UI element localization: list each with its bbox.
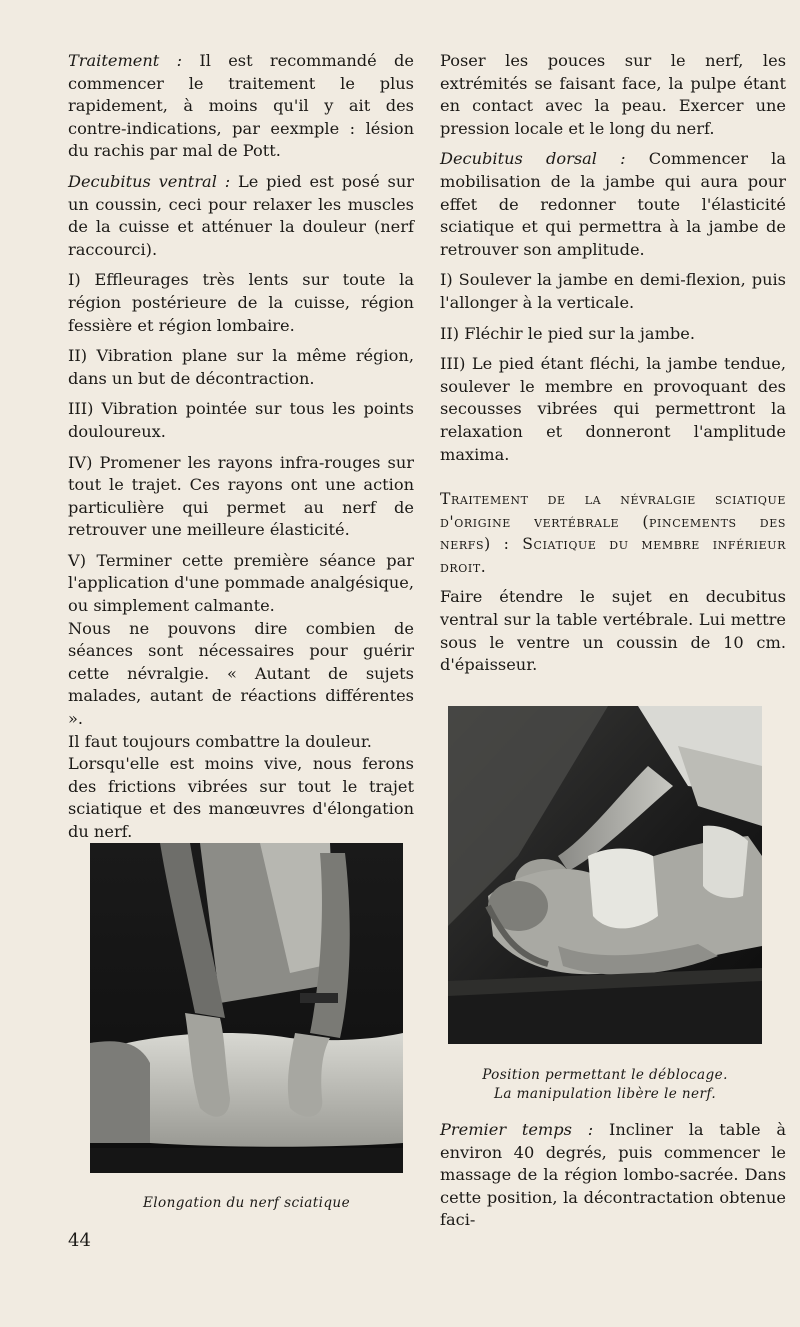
page-number: 44 (68, 1230, 91, 1251)
right-column-continued (440, 1119, 786, 1240)
pain-paragraph: Il faut toujours combattre la douleur. (68, 731, 372, 751)
right-column (440, 50, 786, 685)
step-1: I) Effleurages très lents sur toute la région postérieure de la cuisse, région fessière et région lombaire. (68, 270, 414, 335)
treatment-lead: Traitement : (68, 51, 183, 70)
first-step-paragraph (440, 1119, 786, 1232)
left-column (68, 50, 414, 844)
dorsal-step-2: II) Fléchir le pied sur la jambe. (440, 323, 696, 343)
ventral-text: Le pied est posé sur un coussin, ceci pour relaxer les muscles de la cuisse et atténuer la douleur (nerf raccourci). (68, 171, 414, 259)
right-caption-line-1: Position permettant le déblocage. (482, 1067, 728, 1083)
step-2: II) Vibration plane sur la même région, dans un but de décontraction. (68, 346, 414, 388)
first-step-lead: Premier temps : (440, 1120, 594, 1139)
table-paragraph: Faire étendre le sujet en decubitus ventral sur la table vertébrale. Lui mettre sous le ventre un coussin de 10 cm. d'épaisseur. (440, 587, 786, 675)
elongation-photo-image (90, 843, 403, 1173)
manipulation-photo (448, 706, 762, 1044)
step-5: V) Terminer cette première séance par l'application d'une pommade analgésique, ou simplement calmante. (68, 550, 414, 616)
right-figure-caption (448, 1066, 762, 1104)
section-heading: Traitement de la névralgie sciatique d'origine vertébrale (pincements des nerfs) : Sciatique du membre inférieur droit. (440, 490, 786, 576)
right-caption-line-2: La manipulation libère le nerf. (493, 1086, 717, 1102)
elongation-photo (90, 843, 403, 1173)
dorsal-step-3: III) Le pied étant fléchi, la jambe tendue, soulever le membre en provoquant des secousses vibrées qui permettront la relaxation et donneront l'amplitude maxima. (440, 354, 786, 464)
dorsal-step-1: I) Soulever la jambe en demi-flexion, puis l'allonger à la verticale. (440, 270, 786, 312)
dorsal-paragraph (440, 148, 786, 261)
thumbs-paragraph: Poser les pouces sur le nerf, les extrémités se faisant face, la pulpe étant en contact avec la peau. Exercer une pression locale et le long du nerf. (440, 51, 786, 138)
manipulation-photo-image (448, 706, 762, 1044)
dorsal-text: Commencer la mobilisation de la jambe qui aura pour effet de redonner toute l'élasticité sciatique et qui permettra à la jambe de retrouver son amplitude. (440, 149, 786, 259)
ventral-paragraph (68, 171, 414, 261)
frictions-paragraph: Lorsqu'elle est moins vive, nous ferons des frictions vibrées sur tout le trajet sciatique et des manœuvres d'élongation du nerf. (68, 754, 414, 841)
ventral-lead: Decubitus ventral : (68, 171, 231, 191)
step-4: IV) Promener les rayons infra-rouges sur tout le trajet. Ces rayons ont une action particulière qui permet au nerf de retrouver une meilleure élasticité. (68, 452, 414, 540)
left-figure-caption: Elongation du nerf sciatique (142, 1195, 351, 1211)
treatment-text: Il est recommandé de commencer le traitement le plus rapidement, à moins qu'il y ait des contre-indications, par eexmple : lésion du rachis par mal de Pott. (68, 51, 414, 161)
treatment-paragraph (68, 50, 414, 163)
sessions-paragraph: Nous ne pouvons dire combien de séances sont nécessaires pour guérir cette névralgie. « Autant de sujets malades, autant de réactions différentes ». (68, 618, 414, 729)
dorsal-lead: Decubitus dorsal : (440, 149, 626, 169)
step-3: III) Vibration pointée sur tous les points douloureux. (68, 399, 414, 441)
first-step-text: Incliner la table à environ 40 degrés, puis commencer le massage de la région lombo-sacrée. Dans cette position, la décontractation obtenue faci- (440, 1120, 787, 1230)
